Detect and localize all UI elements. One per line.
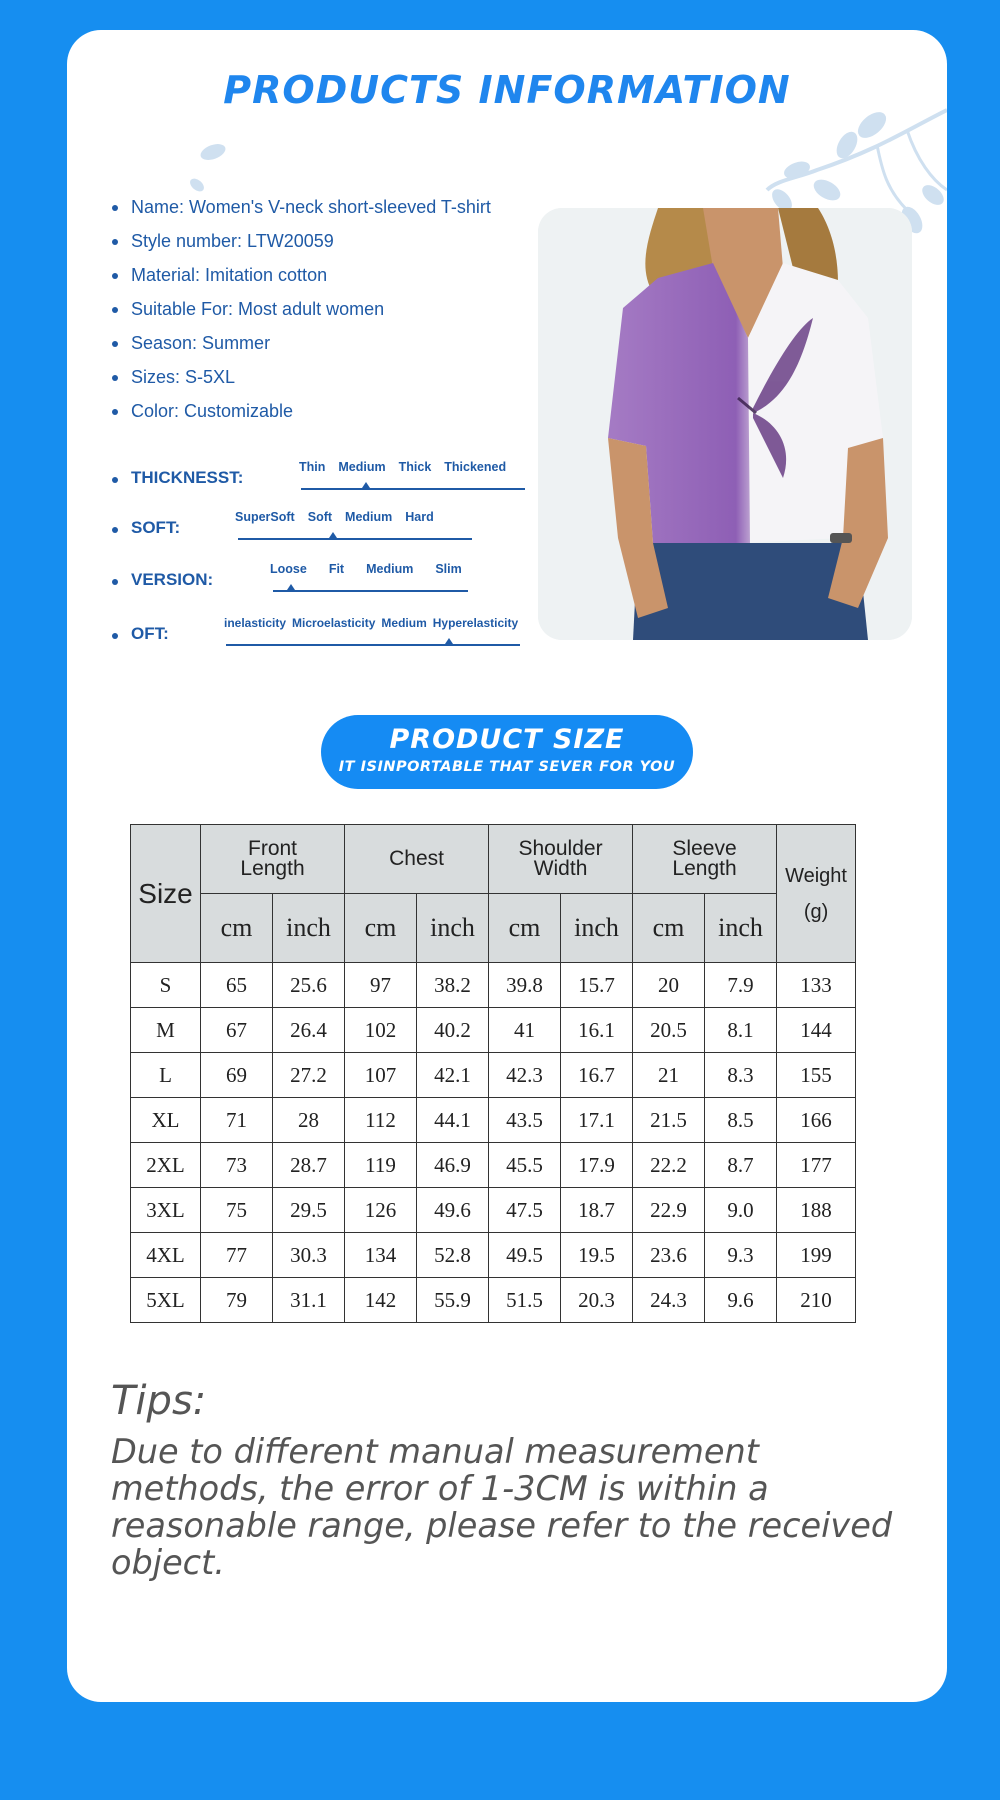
measurement-cell: 20.3 — [561, 1278, 633, 1323]
unit-cm: cm — [489, 894, 561, 963]
measurement-cell: 7.9 — [705, 963, 777, 1008]
table-row — [131, 1233, 856, 1278]
size-cell: 5XL — [131, 1278, 201, 1323]
soft-option-supersoft: SuperSoft — [235, 510, 295, 524]
measurement-cell: 55.9 — [417, 1278, 489, 1323]
measurement-cell: 28.7 — [273, 1143, 345, 1188]
table-row — [131, 1143, 856, 1188]
info-sizes: Sizes: S-5XL — [111, 360, 491, 394]
front-length-header: Front Length — [201, 825, 345, 894]
product-size-banner — [321, 715, 693, 789]
thickness-scale-line — [301, 488, 525, 490]
measurement-cell: 210 — [777, 1278, 856, 1323]
measurement-cell: 16.7 — [561, 1053, 633, 1098]
oft-option-hyperelasticity: Hyperelasticity — [432, 616, 519, 630]
measurement-cell: 39.8 — [489, 963, 561, 1008]
measurement-cell: 119 — [345, 1143, 417, 1188]
size-cell: XL — [131, 1098, 201, 1143]
unit-cm: cm — [201, 894, 273, 963]
product-info-list — [111, 190, 491, 428]
measurement-cell: 21 — [633, 1053, 705, 1098]
page-title: PRODUCTS INFORMATION — [223, 68, 791, 112]
info-suitable-for: Suitable For: Most adult women — [111, 292, 491, 326]
thickness-label: THICKNESST: — [111, 468, 243, 488]
oft-label: OFT: — [111, 624, 169, 644]
measurement-cell: 77 — [201, 1233, 273, 1278]
version-option-fit: Fit — [328, 562, 345, 576]
measurement-cell: 142 — [345, 1278, 417, 1323]
measurement-cell: 9.0 — [705, 1188, 777, 1233]
size-cell: 4XL — [131, 1233, 201, 1278]
measurement-cell: 42.3 — [489, 1053, 561, 1098]
unit-inch: inch — [561, 894, 633, 963]
measurement-cell: 49.6 — [417, 1188, 489, 1233]
measurement-cell: 38.2 — [417, 963, 489, 1008]
measurement-cell: 65 — [201, 963, 273, 1008]
unit-cm: cm — [633, 894, 705, 963]
size-cell: 3XL — [131, 1188, 201, 1233]
unit-inch: inch — [273, 894, 345, 963]
soft-indicator-icon — [329, 532, 337, 538]
tips-body: Due to different manual measurement methods, the error of 1-3CM is within a reasonable range, please refer to the received object. — [111, 1432, 893, 1582]
measurement-cell: 26.4 — [273, 1008, 345, 1053]
measurement-cell: 8.5 — [705, 1098, 777, 1143]
table-row — [131, 1053, 856, 1098]
measurement-cell: 31.1 — [273, 1278, 345, 1323]
measurement-cell: 23.6 — [633, 1233, 705, 1278]
size-table — [130, 824, 856, 1323]
measurement-cell: 69 — [201, 1053, 273, 1098]
measurement-cell: 75 — [201, 1188, 273, 1233]
version-option-slim: Slim — [435, 562, 462, 576]
thickness-indicator-icon — [362, 482, 370, 488]
soft-option-medium: Medium — [345, 510, 393, 524]
measurement-cell: 21.5 — [633, 1098, 705, 1143]
measurement-cell: 18.7 — [561, 1188, 633, 1233]
thickness-scale — [111, 460, 511, 500]
measurement-cell: 46.9 — [417, 1143, 489, 1188]
measurement-cell: 133 — [777, 963, 856, 1008]
size-column-header: Size — [131, 825, 201, 963]
info-name: Name: Women's V-neck short-sleeved T-shirt — [111, 190, 491, 224]
measurement-cell: 25.6 — [273, 963, 345, 1008]
size-cell: L — [131, 1053, 201, 1098]
measurement-cell: 8.3 — [705, 1053, 777, 1098]
measurement-cell: 41 — [489, 1008, 561, 1053]
table-row — [131, 1188, 856, 1233]
size-cell: 2XL — [131, 1143, 201, 1188]
measurement-cell: 199 — [777, 1233, 856, 1278]
measurement-cell: 8.7 — [705, 1143, 777, 1188]
measurement-cell: 102 — [345, 1008, 417, 1053]
measurement-cell: 9.6 — [705, 1278, 777, 1323]
measurement-cell: 27.2 — [273, 1053, 345, 1098]
measurement-cell: 9.3 — [705, 1233, 777, 1278]
measurement-cell: 45.5 — [489, 1143, 561, 1188]
measurement-cell: 16.1 — [561, 1008, 633, 1053]
measurement-cell: 44.1 — [417, 1098, 489, 1143]
info-season: Season: Summer — [111, 326, 491, 360]
measurement-cell: 73 — [201, 1143, 273, 1188]
measurement-cell: 71 — [201, 1098, 273, 1143]
version-option-loose: Loose — [270, 562, 307, 576]
measurement-cell: 8.1 — [705, 1008, 777, 1053]
version-option-medium: Medium — [366, 562, 414, 576]
measurement-cell: 126 — [345, 1188, 417, 1233]
oft-option-inelasticity: inelasticity — [224, 616, 287, 630]
measurement-cell: 17.9 — [561, 1143, 633, 1188]
product-size-title: PRODUCT SIZE — [389, 724, 625, 755]
measurement-cell: 30.3 — [273, 1233, 345, 1278]
table-row — [131, 963, 856, 1008]
version-scale-line — [273, 590, 468, 592]
info-style-number: Style number: LTW20059 — [111, 224, 491, 258]
measurement-cell: 22.9 — [633, 1188, 705, 1233]
measurement-cell: 177 — [777, 1143, 856, 1188]
soft-option-hard: Hard — [405, 510, 434, 524]
product-photo — [538, 208, 912, 640]
chest-header: Chest — [345, 825, 489, 894]
size-cell: M — [131, 1008, 201, 1053]
table-row — [131, 1098, 856, 1143]
measurement-cell: 42.1 — [417, 1053, 489, 1098]
measurement-cell: 166 — [777, 1098, 856, 1143]
measurement-cell: 144 — [777, 1008, 856, 1053]
info-material: Material: Imitation cotton — [111, 258, 491, 292]
sleeve-length-header: Sleeve Length — [633, 825, 777, 894]
measurement-cell: 67 — [201, 1008, 273, 1053]
version-indicator-icon — [287, 584, 295, 590]
measurement-cell: 20.5 — [633, 1008, 705, 1053]
oft-option-medium: Medium — [381, 616, 427, 630]
weight-header: Weight (g) — [777, 825, 856, 963]
measurement-cell: 17.1 — [561, 1098, 633, 1143]
shoulder-width-header: Shoulder Width — [489, 825, 633, 894]
thickness-option-thin: Thin — [299, 460, 326, 474]
measurement-cell: 112 — [345, 1098, 417, 1143]
oft-scale-line — [226, 644, 520, 646]
measurement-cell: 28 — [273, 1098, 345, 1143]
unit-inch: inch — [705, 894, 777, 963]
measurement-cell: 20 — [633, 963, 705, 1008]
size-cell: S — [131, 963, 201, 1008]
soft-scale-line — [238, 538, 472, 540]
measurement-cell: 97 — [345, 963, 417, 1008]
tshirt-model-image — [538, 208, 912, 640]
oft-indicator-icon — [445, 638, 453, 644]
measurement-cell: 134 — [345, 1233, 417, 1278]
product-card — [67, 30, 947, 1702]
measurement-cell: 43.5 — [489, 1098, 561, 1143]
measurement-cell: 52.8 — [417, 1233, 489, 1278]
tips-title: Tips: — [111, 1378, 207, 1424]
measurement-cell: 40.2 — [417, 1008, 489, 1053]
unit-cm: cm — [345, 894, 417, 963]
product-size-subtitle: IT ISINPORTABLE THAT SEVER FOR YOU — [338, 759, 676, 775]
table-row — [131, 1278, 856, 1323]
measurement-cell: 19.5 — [561, 1233, 633, 1278]
size-table-body — [131, 963, 856, 1323]
soft-scale — [111, 510, 511, 550]
table-row — [131, 1008, 856, 1053]
oft-option-microelasticity: Microelasticity — [292, 616, 376, 630]
version-scale — [111, 562, 511, 602]
measurement-cell: 15.7 — [561, 963, 633, 1008]
measurement-cell: 107 — [345, 1053, 417, 1098]
soft-option-soft: Soft — [307, 510, 333, 524]
measurement-cell: 22.2 — [633, 1143, 705, 1188]
measurement-cell: 51.5 — [489, 1278, 561, 1323]
thickness-option-medium: Medium — [338, 460, 386, 474]
info-color: Color: Customizable — [111, 394, 491, 428]
measurement-cell: 47.5 — [489, 1188, 561, 1233]
measurement-cell: 24.3 — [633, 1278, 705, 1323]
thickness-option-thickened: Thickened — [444, 460, 507, 474]
oft-scale — [111, 616, 531, 656]
thickness-option-thick: Thick — [398, 460, 432, 474]
unit-inch: inch — [417, 894, 489, 963]
soft-label: SOFT: — [111, 518, 180, 538]
version-label: VERSION: — [111, 570, 213, 590]
measurement-cell: 155 — [777, 1053, 856, 1098]
measurement-cell: 29.5 — [273, 1188, 345, 1233]
measurement-cell: 49.5 — [489, 1233, 561, 1278]
measurement-cell: 188 — [777, 1188, 856, 1233]
measurement-cell: 79 — [201, 1278, 273, 1323]
